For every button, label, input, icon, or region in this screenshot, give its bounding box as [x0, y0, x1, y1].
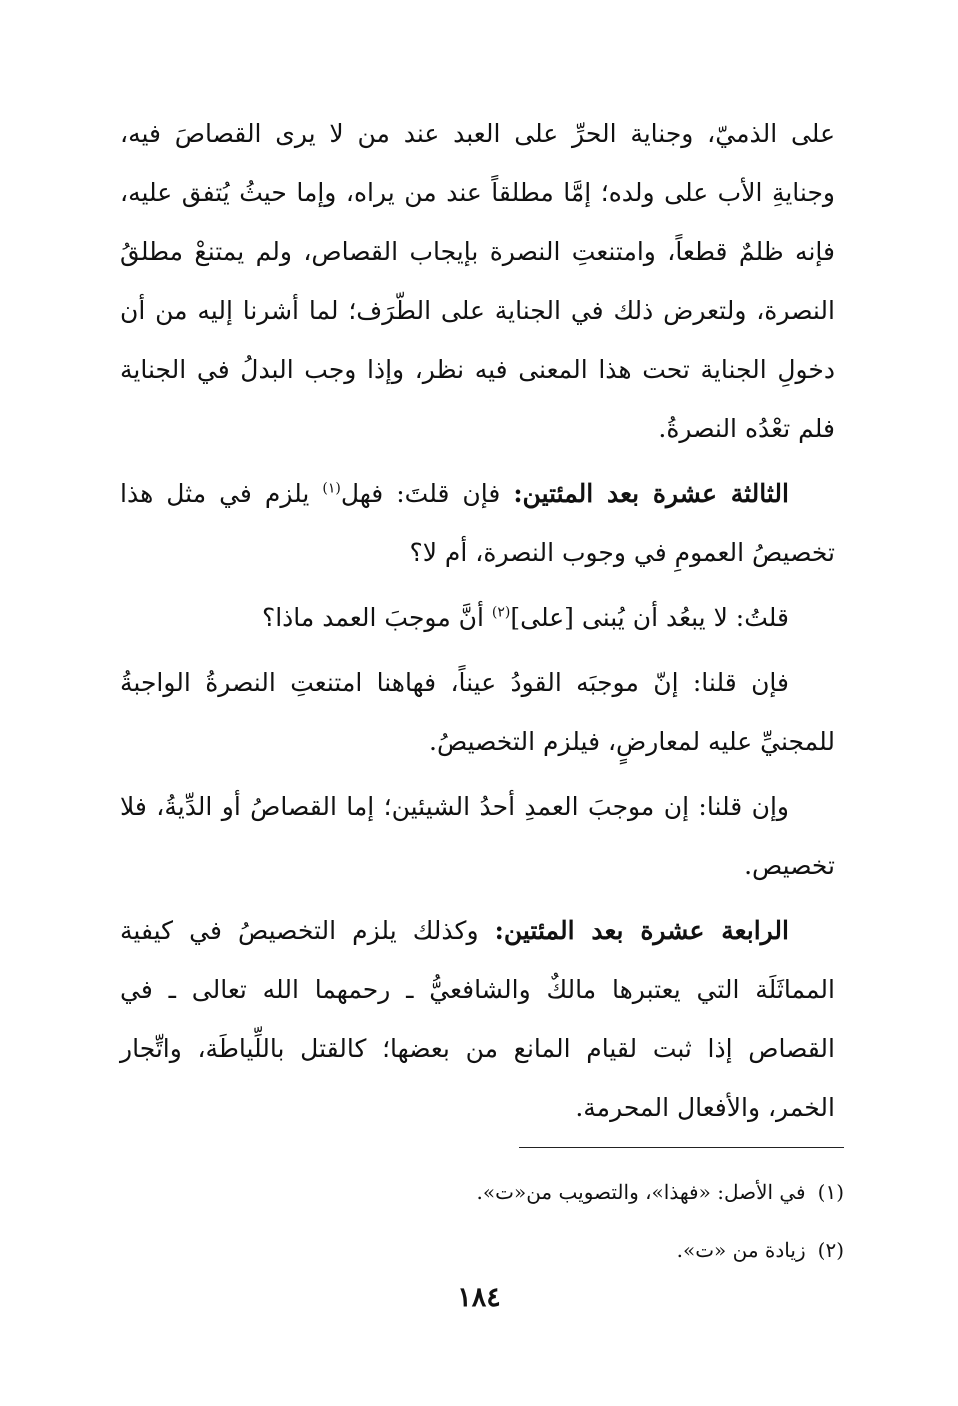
footnotes — [129, 1163, 844, 1279]
paragraph-3-text-a: قلتُ: لا يبعُد أن يُبنى [على] — [510, 603, 789, 632]
paragraph-2-text-b: يلزم في مثل هذا تخصيصُ العمومِ في وجوب النصرة، أم لا؟ — [120, 479, 835, 567]
section-213-heading: الثالثة عشرة بعد المئتين: — [513, 479, 789, 508]
paragraph-3 — [120, 588, 835, 647]
paragraph-6-text: وكذلك يلزم التخصيصُ في كيفية المماثَلَة التي يعتبرها مالكٌ والشافعيُّ ـ رحمهما الله تعالى ـ في القصاص إذا ثبت لقيام المانع من بعضها؛ كالقتل باللِّياطَة، واتِّجار الخمر، والأفعال المحرمة. — [120, 916, 835, 1122]
page-number: ١٨٤ — [457, 1282, 501, 1313]
footnote-text: زيادة من «ت». — [676, 1238, 806, 1262]
footnote-2 — [129, 1221, 844, 1279]
footnote-ref-1: (١) — [322, 480, 341, 497]
footnote-text: في الأصل: «فهذا»، والتصويب من«ت». — [476, 1180, 806, 1204]
paragraph-1 — [120, 104, 835, 458]
paragraph-3-text-b: أنَّ موجبَ العمد ماذا؟ — [261, 603, 484, 632]
footnote-divider — [519, 1147, 844, 1148]
main-text — [120, 104, 835, 1143]
footnote-number: (١) — [817, 1180, 844, 1204]
paragraph-1-text: على الذميّ، وجناية الحرِّ على العبد عند من لا يرى القصاصَ فيه، وجنايةِ الأب على ولده؛ إمَّا مطلقاً عند من يراه، وإما حيثُ يُتفق عليه، فإنه ظلمٌ قطعاً، وامتنعتِ النصرة بإيجاب القصاص، ولم يمتنعْ مطلقُ النصرة، ولتعرض ذلك في الجناية على الطّرَف؛ لما أشرنا إليه من أن دخولِ الجناية تحت هذا المعنى فيه نظر، وإذا وجب البدلُ في الجناية فلم تعْدُه النصرةُ. — [120, 119, 835, 443]
section-214-heading: الرابعة عشرة بعد المئتين: — [494, 916, 789, 945]
paragraph-4-text: فإن قلنا: إنّ موجبَه القودُ عيناً، فهاهنا امتنعتِ النصرةُ الواجبةُ للمجنيِّ عليه لمعارضٍ، فيلزم التخصيصُ. — [120, 668, 835, 756]
paragraph-2-text-a: فإن قلتَ: فهل — [340, 479, 501, 508]
footnote-number: (٢) — [817, 1238, 844, 1262]
paragraph-5-text: وإن قلنا: إن موجبَ العمدِ أحدُ الشيئين؛ إما القصاصُ أو الدِّيةُ، فلا تخصيص. — [120, 792, 835, 880]
footnote-ref-2: (٢) — [491, 604, 511, 621]
footnote-1 — [129, 1163, 844, 1221]
paragraph-4 — [120, 653, 835, 771]
paragraph-5 — [120, 777, 835, 895]
paragraph-6 — [120, 901, 835, 1137]
paragraph-2 — [120, 464, 835, 582]
